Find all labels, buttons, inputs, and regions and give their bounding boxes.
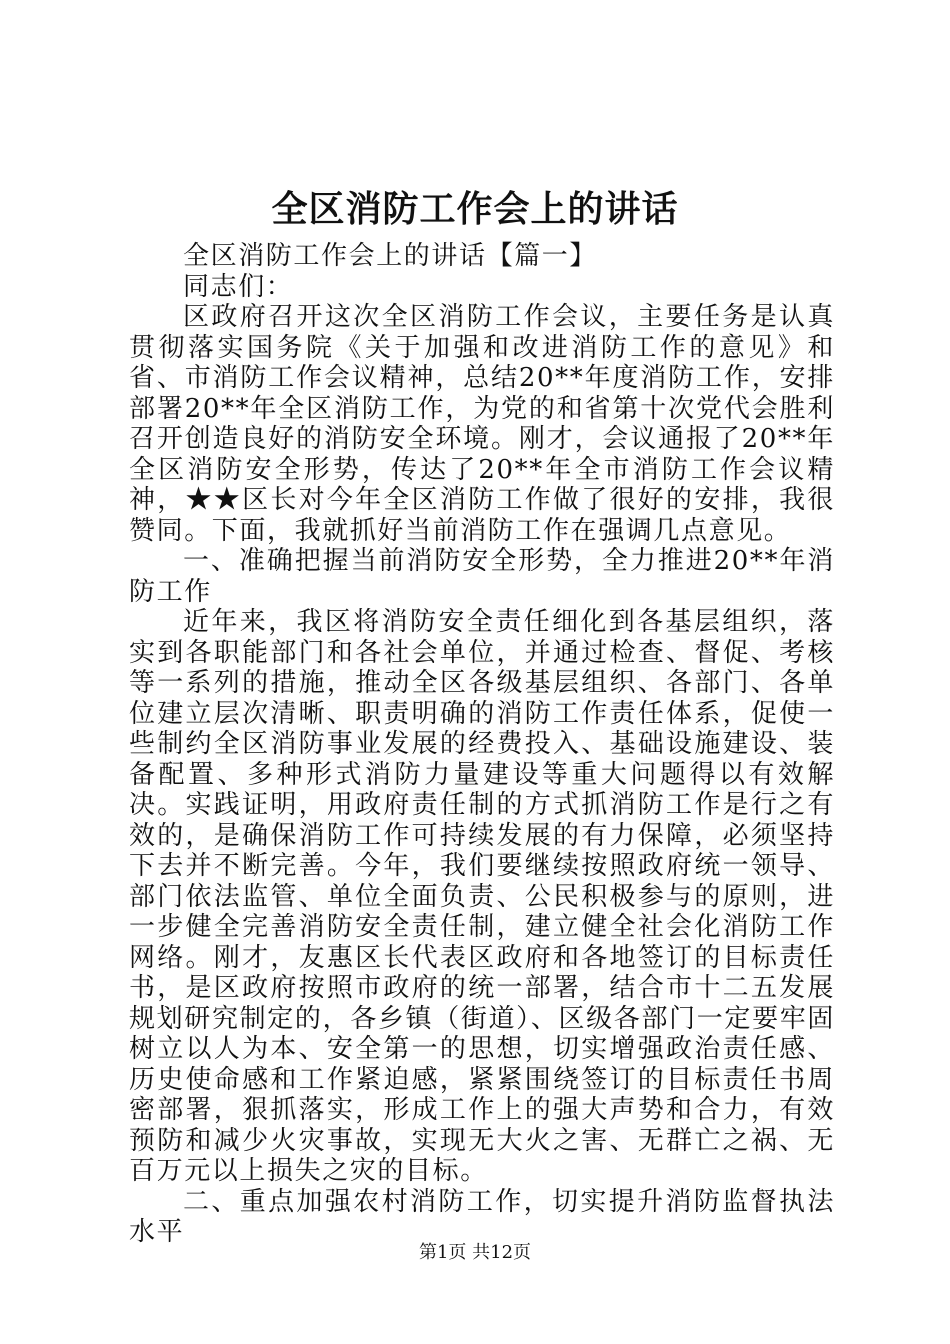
section-heading: 二、重点加强农村消防工作，切实提升消防监督执法水平	[129, 1186, 835, 1247]
document-body	[129, 241, 835, 1248]
paragraph: 区政府召开这次全区消防工作会议，主要任务是认真贯彻落实国务院《关于加强和改进消防工作的意见》和省、市消防工作会议精神，总结20**年度消防工作，安排部署20**年全区消防工作，为党的和省第十次党代会胜利召开创造良好的消防安全环境。刚才，会议通报了20**年全区消防安全形势，传达了20**年全市消防工作会议精神，★★区长对今年全区消防工作做了很好的安排，我很赞同。下面，我就抓好当前消防工作在强调几点意见。	[129, 302, 835, 546]
page-footer: 第1页 共12页	[418, 1242, 532, 1263]
document-subtitle: 全区消防工作会上的讲话【篇一】	[183, 241, 598, 271]
salutation: 同志们：	[183, 271, 294, 302]
paragraph: 近年来，我区将消防安全责任细化到各基层组织，落实到各职能部门和各社会单位，并通过检查、督促、考核等一系列的措施，推动全区各级基层组织、各部门、各单位建立层次清晰、职责明确的消防工作责任体系，促使一些制约全区消防事业发展的经费投入、基础设施建设、装备配置、多种形式消防力量建设等重大问题得以有效解决。实践证明，用政府责任制的方式抓消防工作是行之有效的，是确保消防工作可持续发展的有力保障，必须坚持下去并不断完善。今年，我们要继续按照政府统一领导、部门依法监管、单位全面负责、公民积极参与的原则，进一步健全完善消防安全责任制，建立健全社会化消防工作网络。刚才，友惠区长代表区政府和各地签订的目标责任书，是区政府按照市政府的统一部署，结合市十二五发展规划研究制定的，各乡镇（街道）、区级各部门一定要牢固树立以人为本、安全第一的思想，切实增强政治责任感、历史使命感和工作紧迫感，紧紧围绕签订的目标责任书周密部署，狠抓落实，形成工作上的强大声势和合力，有效预防和减少火灾事故，实现无大火之害、无群亡之祸、无百万元以上损失之灾的目标。	[129, 607, 835, 1186]
document-title: 全区消防工作会上的讲话	[271, 188, 679, 230]
section-heading: 一、准确把握当前消防安全形势，全力推进20**年消防工作	[129, 546, 835, 607]
